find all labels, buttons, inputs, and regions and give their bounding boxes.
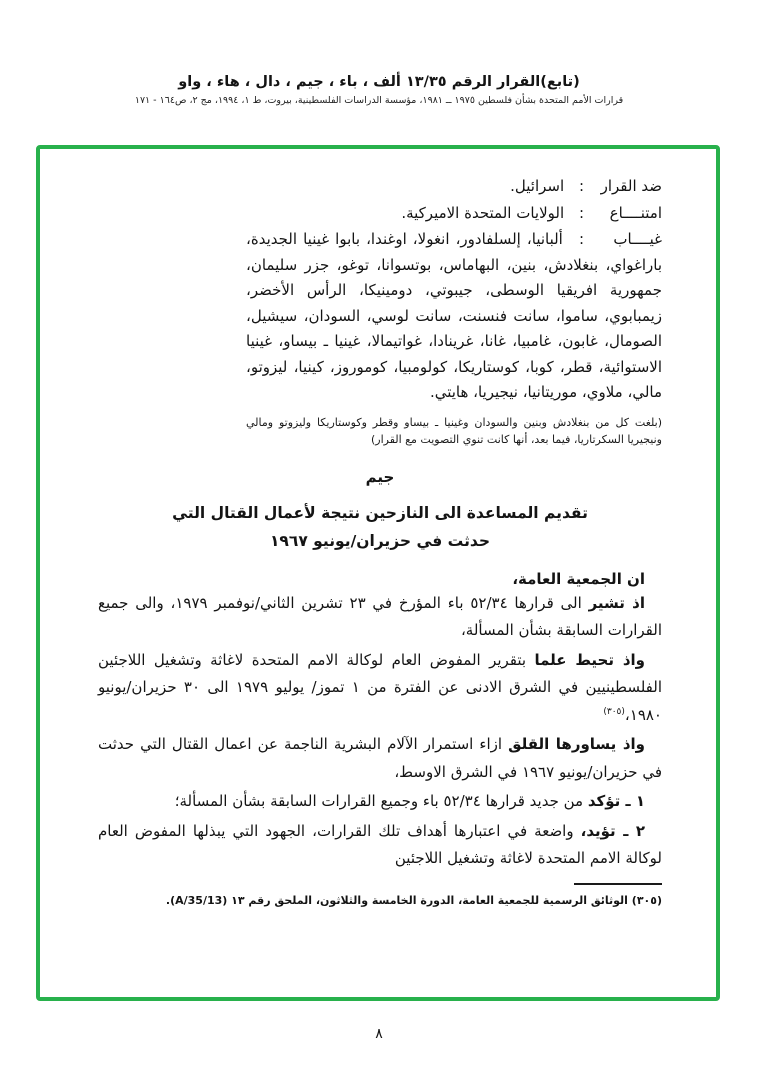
page-number: ٨ [375,1026,383,1042]
source-citation-line: قرارات الأمم المتحدة بشأن فلسطين ١٩٧٥ ــ ١٩٨١، مؤسسة الدراسات الفلسطينية، بيروت، ط ١، ١٩٩٤، مج ٢، ص١٦٤ - ١٧١ [134,95,624,106]
vote-against-row [246,173,662,200]
paragraph-lead: واذ تحيط علما [534,650,645,669]
resolution-header-title: (تابع)القرار الرقم ١٣/٣٥ ألف ، باء ، جيم ، دال ، هاء ، واو [178,74,580,90]
vote-results-block [246,173,662,448]
document-header [0,74,758,106]
vote-absent-label: غيــــاب [613,230,662,248]
section-title-line2: حدثت في حزيران/يونيو ١٩٦٧ [269,531,491,550]
preamble-paragraph-1 [98,590,662,645]
paragraph-text: واضعة في اعتبارها أهداف تلك القرارات، الجهود التي يبذلها المفوض العام لوكالة الامم المتحدة لاغاثة وتشغيل اللاجئين [98,821,662,867]
section-title-line1: تقديم المساعدة الى النازحين نتيجة لأعمال القتال التي [172,503,588,522]
paragraph-text: ازاء استمرار الآلام البشرية الناجمة عن اعمال القتال التي حدثت في حزيران/يونيو ١٩٦٧ في الشرق الاوسط، [98,735,662,781]
paragraph-lead: واذ يساورها القلق [508,735,645,753]
footnote-text: (٣٠٥) الوثائق الرسمية للجمعية العامة، الدورة الخامسة والثلاثون، الملحق رقم ١٣ (A/35/13). [165,893,662,907]
vote-against-value: اسرائيل. [510,177,565,195]
content-frame [36,145,720,1001]
preamble-paragraph-2 [98,647,662,730]
preamble-paragraph-3 [98,731,662,786]
document-body [40,149,716,997]
operative-paragraph-1 [98,788,662,816]
vote-absent-separator: : [578,230,584,248]
section-title [98,499,662,555]
section-letter: جيم [365,467,395,486]
vote-absent-paragraph [246,227,662,406]
vote-abstain-value: الولايات المتحدة الاميركية. [401,204,565,222]
vote-abstain-label: امتنــــاع [609,204,662,222]
paragraph-text: من جديد قرارها ٥٢/٣٤ باء وجميع القرارات السابقة بشأن المسألة؛ [174,792,588,810]
secretariat-note: (بلغت كل من بنغلادش وبنين والسودان وغينيا ـ بيساو وقطر وكوستاريكا وليزوتو ومالي ونيجيريا السكرتاريا، فيما بعد، أنها كانت تنوي التصويت مع القرار) [246,415,662,446]
paragraph-lead: اذ تشير [588,593,645,612]
vote-against-separator: : [578,177,584,195]
operative-paragraph-2 [98,818,662,873]
footnote-reference: (٣٠٥) [603,706,625,717]
preamble-intro: ان الجمعية العامة، [512,569,645,588]
paragraph-lead: ١ ـ تؤكد [587,792,645,810]
paragraph-text: بتقرير المفوض العام لوكالة الامم المتحدة لاغاثة وتشغيل اللاجئين الفلسطينيين في الشرق الادنى عن الفترة من ١ تموز/ يوليو ١٩٧٩ الى ٣٠ حزيران/يونيو ١٩٨٠، [98,650,662,724]
vote-abstain-row [246,200,662,227]
paragraph-lead: ٢ ـ تؤيد، [580,821,645,840]
vote-abstain-separator: : [578,204,584,222]
footnote-separator [574,883,662,885]
vote-against-label: ضد القرار [600,177,662,195]
vote-absent-value: ألبانيا، إلسلفادور، انغولا، اوغندا، بابوا غينيا الجديدة، باراغواي، بنغلادش، بنين، البهاماس، بوتسوانا، توغو، جزر سليمان، جمهورية افريقيا الوسطى، جيبوتي، دومينيكا، الرأس الأخضر، زيمبابوي، ساموا، سانت فنسنت، سانت لوسي، السودان، سيشيل، الصومال، غابون، غامبيا، غانا، غرينادا، غواتيمالا، غينيا ـ بيساو، غينيا الاستوائية، قطر، كوبا، كوستاريكا، كولومبيا، كوموروز، كينيا، ليزوتو، مالي، ملاوي، موريتانيا، نيجيريا، هايتي. [246,230,662,401]
paragraph-text: الى قرارها ٥٢/٣٤ باء المؤرخ في ٢٣ تشرين الثاني/نوفمبر ١٩٧٩، والى جميع القرارات السابقة بشأن المسألة، [98,593,662,639]
